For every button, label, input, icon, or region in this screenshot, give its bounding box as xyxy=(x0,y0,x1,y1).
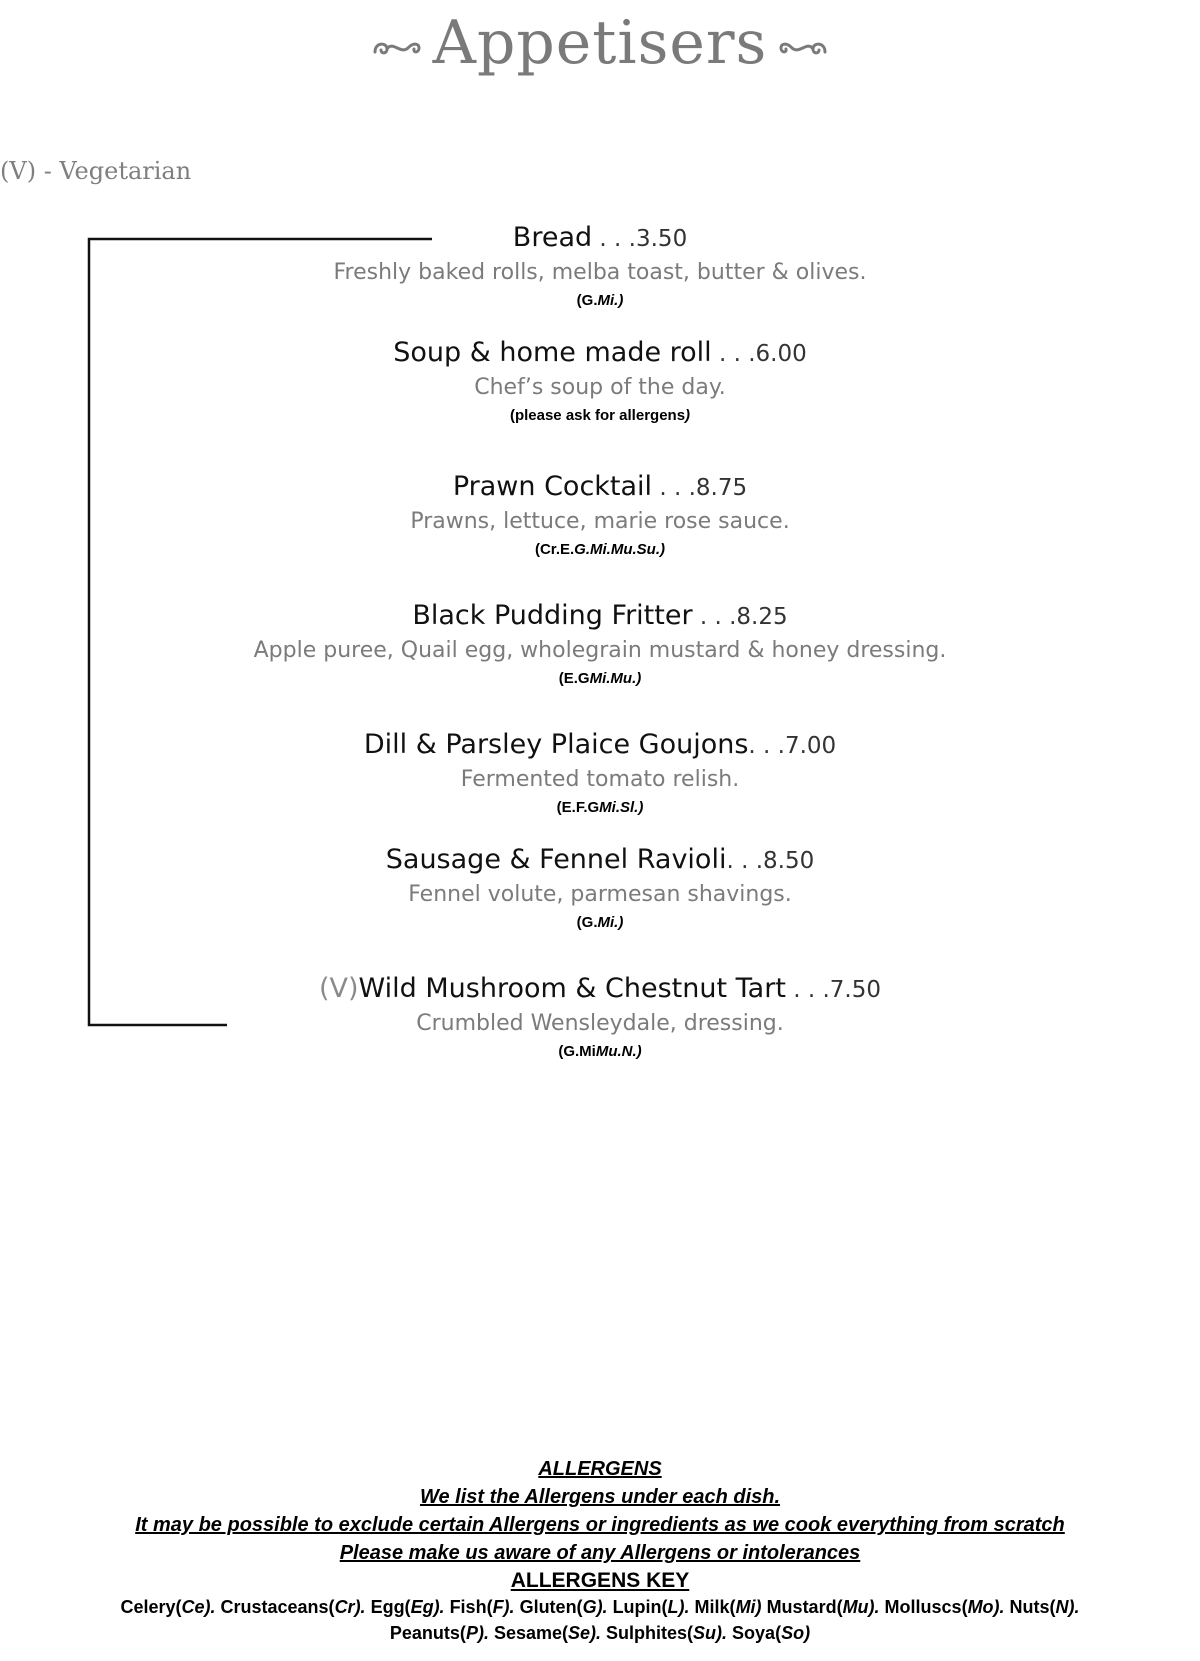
allergen-code: Mi.Sl.) xyxy=(599,799,644,816)
dish-item xyxy=(180,728,1020,819)
dish-allergens xyxy=(180,290,1020,312)
dish-name: Sausage & Fennel Ravioli xyxy=(385,844,727,875)
dish-price: . . .8.25 xyxy=(692,604,788,630)
allergen-key-entry: Gluten( xyxy=(514,1597,583,1617)
allergens-line-2: It may be possible to exclude certain Allergens or ingredients as we cook everything from scratch xyxy=(135,1514,1065,1536)
allergen-code: Mi.Mu.) xyxy=(589,670,642,687)
dish-item xyxy=(180,972,1020,1063)
allergen-key-entry: G). xyxy=(582,1597,608,1617)
allergens-footer xyxy=(0,1455,1200,1646)
dish-title xyxy=(180,972,1020,1007)
allergen-key-entry: So) xyxy=(781,1623,811,1643)
dish-item xyxy=(180,470,1020,561)
allergen-key-entry: Celery( xyxy=(120,1597,182,1617)
dish-price: . . .8.50 xyxy=(726,848,815,874)
dish-description: Fennel volute, parmesan shavings. xyxy=(408,882,792,907)
allergen-key-entry: Mu). xyxy=(842,1597,880,1617)
allergen-key-entry: Milk( xyxy=(689,1597,736,1617)
vegetarian-prefix: (V) xyxy=(319,973,359,1004)
allergen-code: Mi.) xyxy=(597,914,624,931)
dish-title xyxy=(180,843,1020,878)
dish-allergens xyxy=(180,1041,1020,1063)
dish-item xyxy=(180,221,1020,312)
allergen-key-entry: Egg( xyxy=(365,1597,411,1617)
allergen-key-entry: Sulphites( xyxy=(601,1623,694,1643)
dish-name: Prawn Cocktail xyxy=(452,471,653,502)
allergen-key-entry: Sesame( xyxy=(488,1623,569,1643)
dish-name: Dill & Parsley Plaice Goujons xyxy=(363,729,749,760)
allergens-heading: ALLERGENS xyxy=(538,1458,662,1480)
allergen-code: (G.Mi xyxy=(558,1043,596,1060)
allergen-key-entry: Crustaceans( xyxy=(215,1597,335,1617)
dish-allergens xyxy=(180,912,1020,934)
allergen-key-entry: Ce). xyxy=(181,1597,216,1617)
allergen-code: G.Mi.Mu.Su.) xyxy=(574,541,665,558)
left-flourish-icon xyxy=(371,34,423,60)
allergen-key-entry: Soya( xyxy=(727,1623,782,1643)
allergen-key-entry: Mi) xyxy=(735,1597,762,1617)
allergens-line-3: Please make us aware of any Allergens or intolerances xyxy=(339,1542,861,1564)
allergen-key-entry: L). xyxy=(667,1597,690,1617)
allergen-key-entry: Mo). xyxy=(967,1597,1005,1617)
allergen-key-entry: N). xyxy=(1055,1597,1080,1617)
dish-item xyxy=(180,599,1020,690)
allergen-code: (Cr.E. xyxy=(534,541,575,558)
dish-price: . . .6.00 xyxy=(711,341,807,367)
dish-description: Apple puree, Quail egg, wholegrain mustard & honey dressing. xyxy=(253,638,947,663)
allergens-line-1: We list the Allergens under each dish. xyxy=(419,1486,781,1508)
dish-description: Fermented tomato relish. xyxy=(460,767,740,792)
title-text: Appetisers xyxy=(432,8,768,78)
dish-allergens xyxy=(180,405,1020,427)
allergen-key-entry: Se). xyxy=(568,1623,602,1643)
allergens-key-line-2 xyxy=(0,1620,1200,1646)
dish-allergens xyxy=(180,797,1020,819)
dish-item xyxy=(180,336,1020,427)
allergen-code: (G. xyxy=(576,292,598,309)
allergens-key-line-1 xyxy=(0,1594,1200,1620)
dish-description: Freshly baked rolls, melba toast, butter & olives. xyxy=(333,260,867,285)
dish-item xyxy=(180,843,1020,934)
dish-name: Bread xyxy=(512,222,593,253)
dish-price: . . .8.75 xyxy=(652,475,748,501)
dish-title xyxy=(180,599,1020,634)
page-title xyxy=(0,8,1200,78)
dish-allergens xyxy=(180,539,1020,561)
allergen-key-entry: Lupin( xyxy=(607,1597,668,1617)
allergens-key-title: ALLERGENS KEY xyxy=(510,1569,690,1592)
allergen-key-entry: Cr). xyxy=(334,1597,366,1617)
dish-price: . . .7.50 xyxy=(785,977,881,1003)
allergen-key-entry: Nuts( xyxy=(1004,1597,1056,1617)
dish-name: Soup & home made roll xyxy=(393,337,712,368)
dish-title xyxy=(180,470,1020,505)
allergen-key-entry: Fish( xyxy=(444,1597,493,1617)
vegetarian-note: (V) - Vegetarian xyxy=(0,157,192,185)
dish-description: Prawns, lettuce, marie rose sauce. xyxy=(410,509,790,534)
dish-title xyxy=(180,336,1020,371)
dish-name: Wild Mushroom & Chestnut Tart xyxy=(358,973,786,1004)
dish-price: . . .3.50 xyxy=(592,226,688,252)
dish-title xyxy=(180,728,1020,763)
dish-allergens xyxy=(180,668,1020,690)
allergen-key-entry: P). xyxy=(465,1623,489,1643)
dish-title xyxy=(180,221,1020,256)
allergen-code: (E.F.G xyxy=(556,799,600,816)
right-flourish-icon xyxy=(777,34,829,60)
allergen-code: (G. xyxy=(576,914,598,931)
dish-name: Black Pudding Fritter xyxy=(412,600,693,631)
allergen-key-entry: Molluscs( xyxy=(879,1597,968,1617)
dish-price: . . .7.00 xyxy=(748,733,837,759)
allergen-code: (please ask for allergens xyxy=(509,407,686,424)
allergen-key-entry: Peanuts( xyxy=(389,1623,466,1643)
allergen-key-entry: Mustard( xyxy=(761,1597,843,1617)
dish-description: Chef’s soup of the day. xyxy=(474,375,726,400)
allergen-key-entry: Eg). xyxy=(410,1597,445,1617)
allergen-code: ) xyxy=(685,407,691,424)
allergen-key-entry: F). xyxy=(492,1597,515,1617)
allergen-code: Mu.N.) xyxy=(595,1043,642,1060)
allergen-code: (E.G xyxy=(558,670,590,687)
allergen-key-entry: Su). xyxy=(693,1623,728,1643)
dish-description: Crumbled Wensleydale, dressing. xyxy=(416,1011,784,1036)
allergen-code: Mi.) xyxy=(597,292,624,309)
